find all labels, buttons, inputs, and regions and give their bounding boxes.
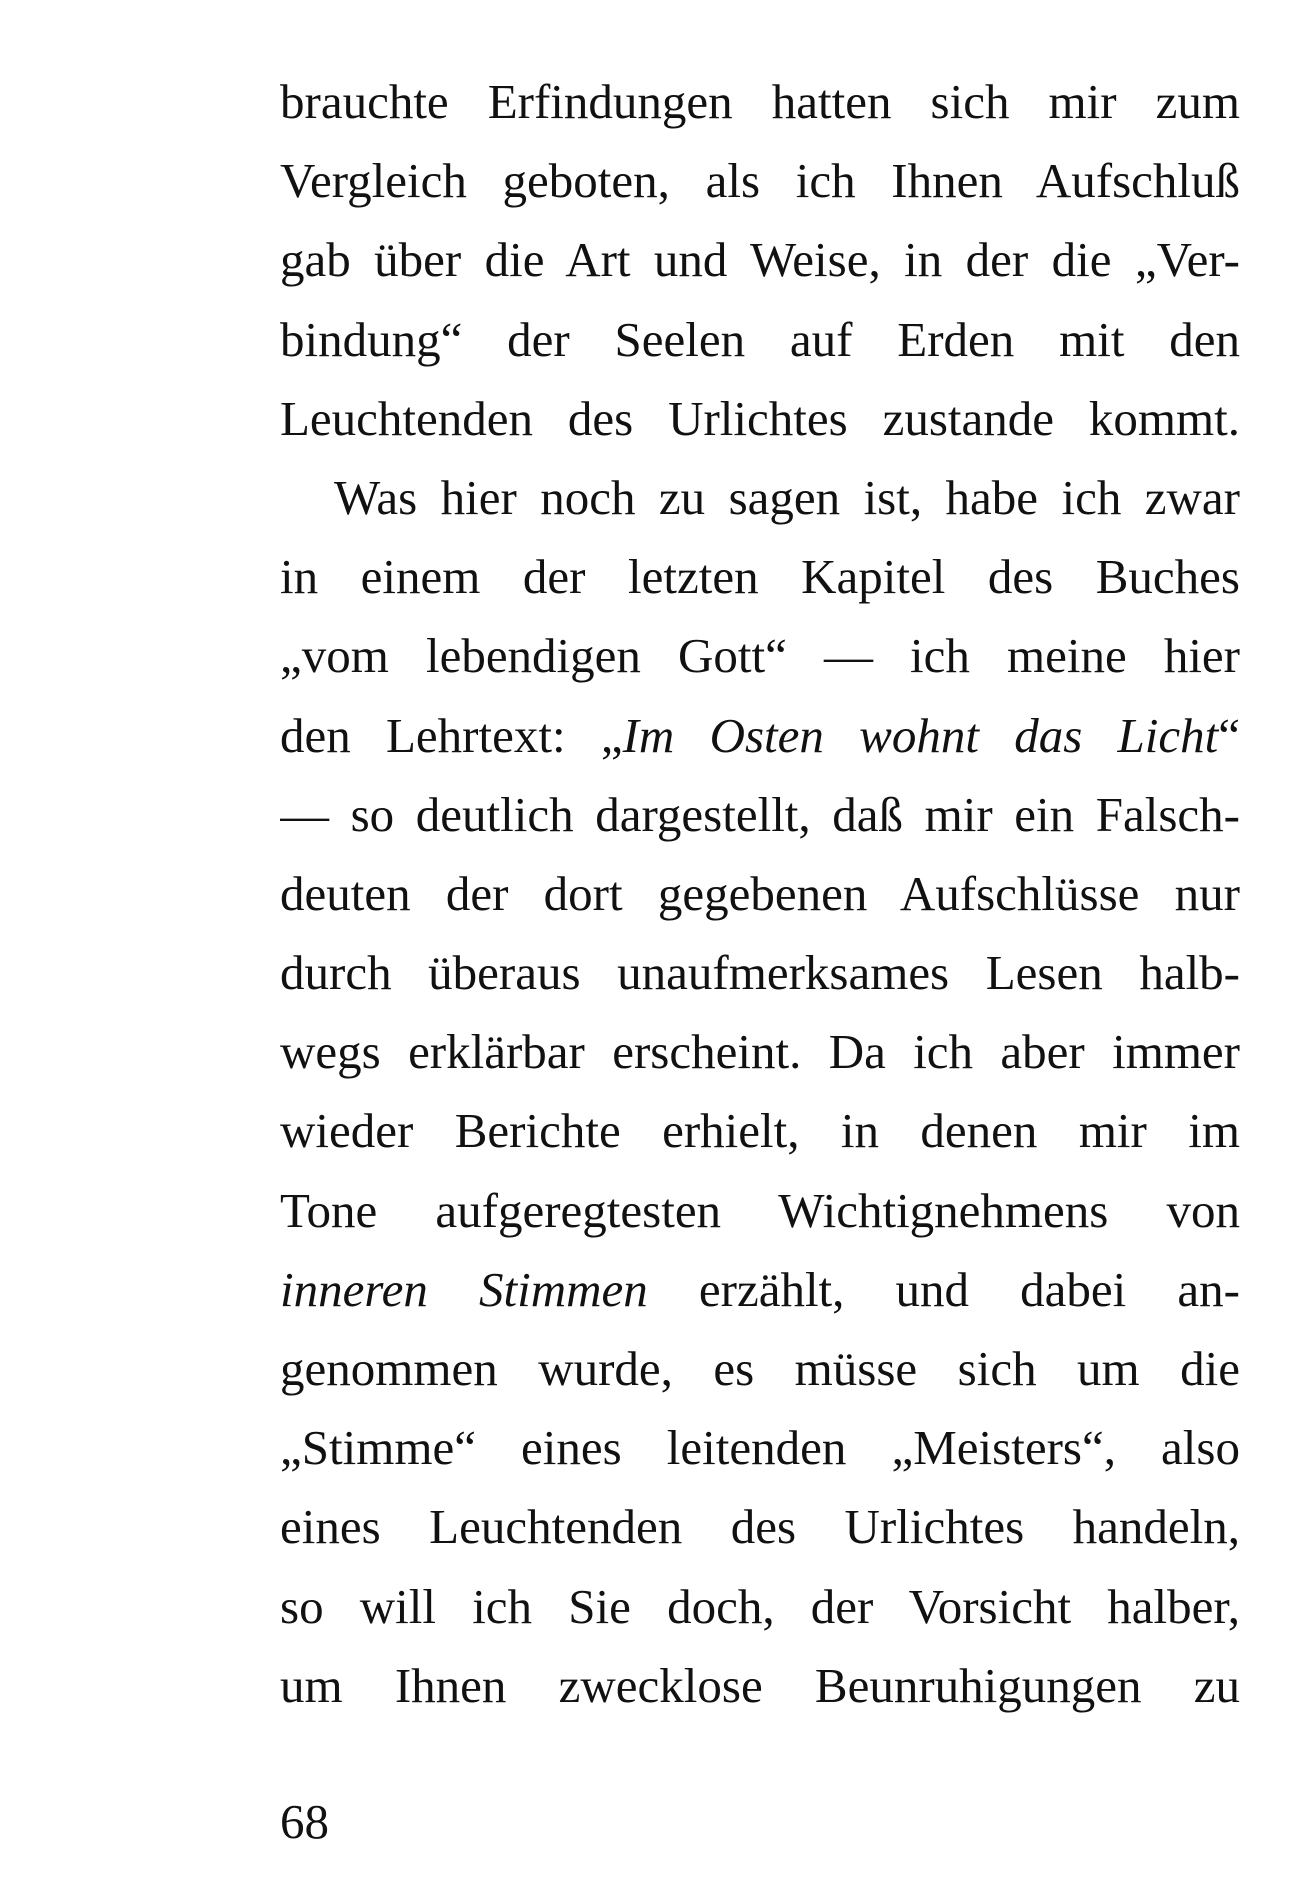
text-segment: genommen wurde, es müsse sich um die — [280, 1341, 1240, 1396]
text-segment: bindung“ der Seelen auf Erden mit den — [280, 311, 1240, 367]
text-segment: Leuchtenden des Urlichtes zustande kommt. — [280, 390, 1240, 446]
italic-text: inneren Stimmen — [280, 1261, 648, 1317]
text-segment: wieder Berichte erhielt, in denen mir im — [280, 1103, 1240, 1159]
text-segment: Was hier noch zu sagen ist, habe ich zwar — [334, 469, 1240, 525]
italic-text: Im Osten wohnt das Licht — [622, 707, 1219, 763]
text-segment: brauchte Erfindungen hatten sich mir zum — [280, 74, 1240, 129]
text-line — [280, 616, 1240, 695]
text-line — [280, 696, 1240, 775]
text-line — [280, 1091, 1240, 1170]
text-line — [280, 220, 1240, 299]
text-line — [280, 775, 1240, 854]
text-line — [280, 1012, 1240, 1091]
text-line — [280, 537, 1240, 616]
text-line — [280, 1171, 1240, 1250]
text-line — [280, 933, 1240, 1012]
text-line — [280, 141, 1240, 220]
text-line — [280, 300, 1240, 379]
text-line — [280, 62, 1240, 141]
text-segment: „Stimme“ eines leitenden „Meisters“, also — [280, 1420, 1240, 1476]
text-segment: — so deutlich dargestellt, daß mir ein Falsch- — [280, 786, 1240, 842]
body-text — [280, 62, 1240, 1725]
text-segment: deuten der dort gegebenen Aufschlüsse nur — [280, 865, 1240, 921]
text-segment: eines Leuchtenden des Urlichtes handeln, — [280, 1499, 1240, 1555]
text-segment: gab über die Art und Weise, in der die „Ver- — [280, 232, 1240, 288]
text-line — [280, 458, 1240, 537]
text-line — [280, 1250, 1240, 1329]
text-segment: den Lehrtext: „ — [280, 707, 623, 763]
text-segment: Vergleich geboten, als ich Ihnen Aufschluß — [280, 153, 1240, 209]
text-segment: so will ich Sie doch, der Vorsicht halber, — [280, 1578, 1240, 1634]
text-line — [280, 1567, 1240, 1646]
text-line — [280, 1329, 1240, 1408]
text-segment: erzählt, und dabei an- — [647, 1261, 1240, 1317]
text-segment: „vom lebendigen Gott“ — ich meine hier — [280, 628, 1240, 684]
text-segment: durch überaus unaufmerksames Lesen halb- — [280, 945, 1240, 1001]
text-line — [280, 379, 1240, 458]
text-line — [280, 1408, 1240, 1487]
text-segment: Tone aufgeregtesten Wichtignehmens von — [280, 1182, 1240, 1238]
text-segment: “ — [1218, 707, 1240, 763]
page-number: 68 — [280, 1794, 329, 1849]
text-line — [280, 1487, 1240, 1566]
text-segment: wegs erklärbar erscheint. Da ich aber immer — [280, 1024, 1240, 1080]
text-line — [280, 854, 1240, 933]
text-segment: in einem der letzten Kapitel des Buches — [280, 549, 1240, 605]
text-line — [280, 1646, 1240, 1725]
text-segment: um Ihnen zwecklose Beunruhigungen zu — [280, 1657, 1240, 1713]
